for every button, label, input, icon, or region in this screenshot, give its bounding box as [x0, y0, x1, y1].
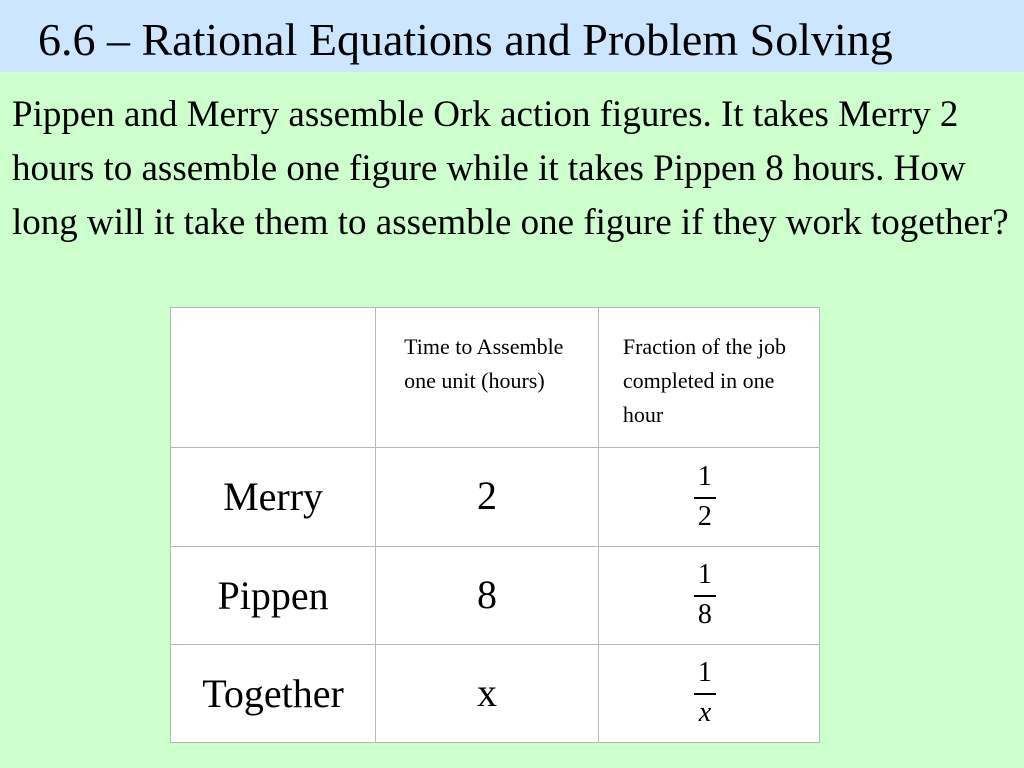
row-time-merry: 2 — [376, 448, 599, 546]
problem-statement: Pippen and Merry assemble Ork action figures. It takes Merry 2 hours to assemble one figure while it takes Pippen 8 hours. How long will it take them to assemble one figure if they work together? — [12, 94, 1009, 243]
fraction — [694, 560, 716, 630]
fraction-numerator: 1 — [697, 460, 712, 492]
fraction-numerator: 1 — [697, 559, 712, 591]
fraction — [694, 658, 716, 728]
table-row — [171, 546, 820, 644]
fraction-bar — [694, 497, 716, 499]
row-fraction-together — [598, 644, 819, 742]
header-cell-time: Time to Assemble one unit (hours) — [376, 308, 599, 448]
fraction-bar — [694, 693, 716, 695]
fraction — [694, 462, 716, 532]
table-row — [171, 448, 820, 546]
fraction-denominator: x — [698, 697, 712, 729]
row-name-pippen: Pippen — [171, 546, 376, 644]
fraction-denominator: 2 — [697, 500, 712, 532]
table-row — [171, 644, 820, 742]
row-name-together: Together — [171, 644, 376, 742]
header-cell-empty — [171, 308, 376, 448]
header-cell-fraction: Fraction of the job completed in one hour — [598, 308, 819, 448]
slide-title: 6.6 – Rational Equations and Problem Solving — [38, 14, 893, 65]
fraction-denominator: 8 — [697, 599, 712, 631]
row-name-merry: Merry — [171, 448, 376, 546]
fraction-numerator: 1 — [697, 657, 712, 689]
table-header-row — [171, 308, 820, 448]
row-fraction-pippen — [598, 546, 819, 644]
fraction-bar — [694, 595, 716, 597]
work-table — [170, 307, 820, 743]
title-bar — [0, 0, 1024, 72]
row-time-pippen: 8 — [376, 546, 599, 644]
row-fraction-merry — [598, 448, 819, 546]
row-time-together: x — [376, 644, 599, 742]
